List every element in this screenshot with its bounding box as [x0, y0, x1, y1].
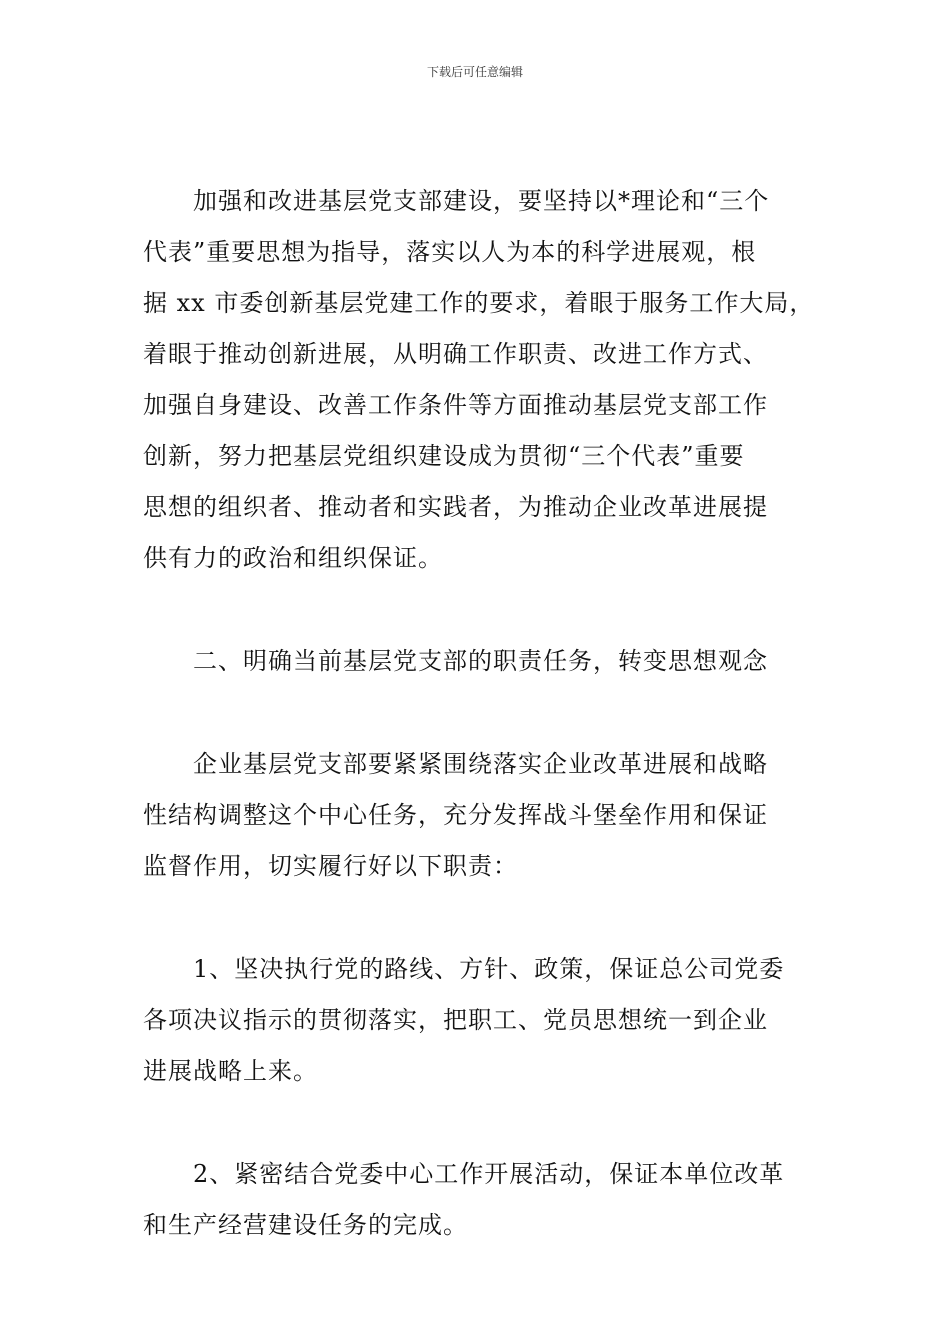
paragraph-line: 性结构调整这个中心任务，充分发挥战斗堡垒作用和保证: [143, 801, 768, 829]
section-heading-text: 二、明确当前基层党支部的职责任务，转变思想观念: [193, 647, 768, 675]
paragraph-line: 着眼于推动创新进展，从明确工作职责、改进工作方式、: [143, 340, 768, 368]
paragraph-line: 加强和改进基层党支部建设，要坚持以*理论和“三个: [193, 187, 770, 215]
page-header: 下载后可任意编辑: [426, 65, 523, 79]
paragraph-line: 创新，努力把基层党组织建设成为贯彻“三个代表”重要: [143, 442, 745, 470]
paragraph-line: 企业基层党支部要紧紧围绕落实企业改革进展和战略: [193, 750, 768, 778]
paragraph-line: 据 xx 市委创新基层党建工作的要求，着眼于服务工作大局，: [143, 289, 815, 317]
paragraph-line: 监督作用，切实履行好以下职责：: [143, 852, 518, 880]
paragraph-line: 供有力的政治和组织保证。: [143, 544, 443, 572]
paragraph-line: 加强自身建设、改善工作条件等方面推动基层党支部工作: [143, 391, 768, 419]
paragraph-gap: [143, 1097, 811, 1149]
paragraph-gap: [143, 687, 811, 739]
paragraph-line: 各项决议指示的贯彻落实，把职工、党员思想统一到企业: [143, 1006, 768, 1034]
paragraph-line: 代表”重要思想为指导，落实以人为本的科学进展观，根: [143, 238, 757, 266]
paragraph-line: 1、坚决执行党的路线、方针、政策，保证总公司党委: [193, 955, 785, 983]
paragraph-gap: [143, 584, 811, 636]
paragraph-line: 2、紧密结合党委中心工作开展活动，保证本单位改革: [193, 1160, 785, 1188]
document-body: [143, 176, 815, 1251]
paragraph-line: 思想的组织者、推动者和实践者，为推动企业改革进展提: [143, 493, 768, 521]
list-item-2: [143, 1149, 811, 1251]
section-heading: [143, 636, 811, 687]
list-item-1: [143, 944, 811, 1097]
paragraph-gap: [143, 892, 811, 944]
paragraph-line: 进展战略上来。: [143, 1057, 318, 1085]
paragraph-line: 和生产经营建设任务的完成。: [143, 1211, 468, 1239]
paragraph-intro: [143, 176, 815, 584]
paragraph-duties-intro: [143, 739, 811, 892]
